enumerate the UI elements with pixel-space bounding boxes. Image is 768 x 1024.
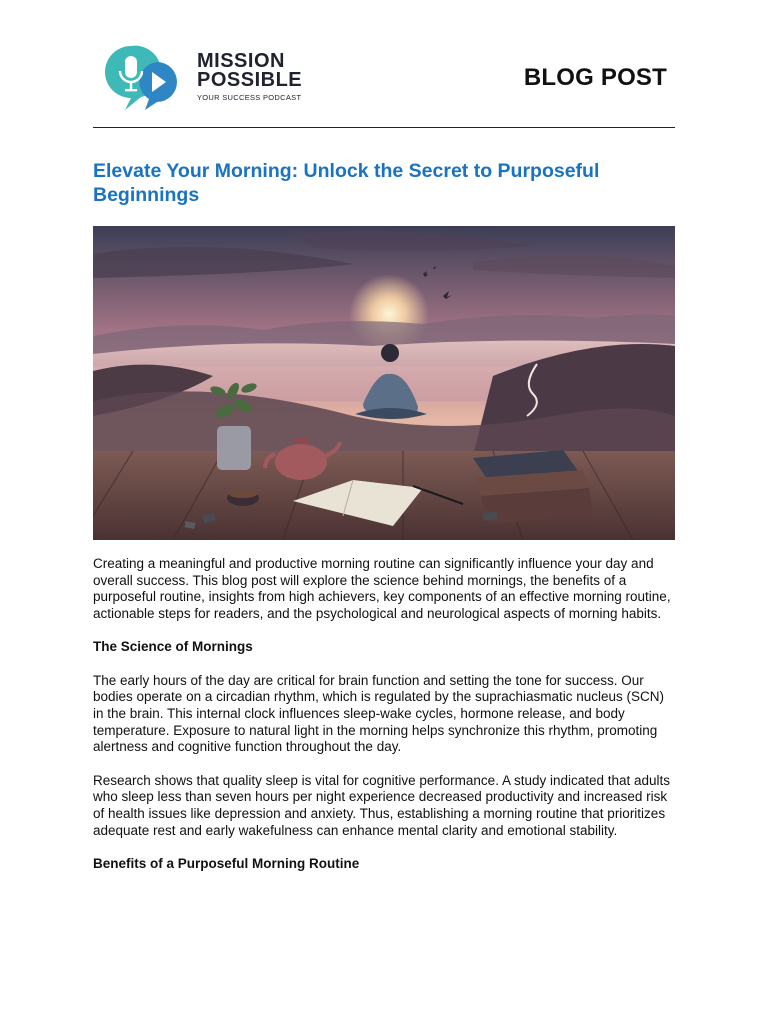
page-header (93, 40, 675, 118)
logo-tagline: YOUR SUCCESS PODCAST (197, 93, 302, 102)
logo-line-mission: MISSION (197, 50, 285, 72)
article-title: Elevate Your Morning: Unlock the Secret to Purposeful Beginnings (93, 160, 600, 206)
logo-line-possible: POSSIBLE (197, 69, 303, 91)
podcast-logo-icon (101, 42, 193, 114)
science-paragraph-2: Research shows that quality sleep is vital for cognitive performance. A study indicated that adults who sleep less than seven hours per night experience decreased productivity and increased risk of health issues like depression and anxiety. Thus, establishing a morning routine that prioritizes adequate rest and early wakefulness can enhance mental clarity and emotional stability. (93, 772, 671, 838)
logo-wordmark (197, 52, 302, 102)
article-body (93, 556, 675, 889)
hero-image (93, 226, 675, 540)
science-paragraph-1: The early hours of the day are critical for brain function and setting the tone for success. Our bodies operate on a circadian rhythm, which is regulated by the suprachiasmatic nucleus (SCN) in the brain. This internal clock influences sleep-wake cycles, hormone release, and body temperature. Exposure to natural light in the morning helps synchronize this rhythm, promoting alertness and cognitive function throughout the day. (93, 672, 665, 755)
blog-post-label: BLOG POST (523, 64, 667, 91)
section-heading-science: The Science of Mornings (93, 639, 253, 655)
header-divider (93, 127, 675, 128)
section-heading-benefits: Benefits of a Purposeful Morning Routine (93, 855, 360, 871)
intro-paragraph: Creating a meaningful and productive morning routine can significantly influence your day and overall success. This blog post will explore the science behind mornings, the benefits of a purposeful routine, insights from high achievers, key components of an effective morning routine, actionable steps for readers, and the psychological and neurological aspects of morning habits. (93, 556, 671, 622)
mission-possible-logo (101, 42, 331, 114)
